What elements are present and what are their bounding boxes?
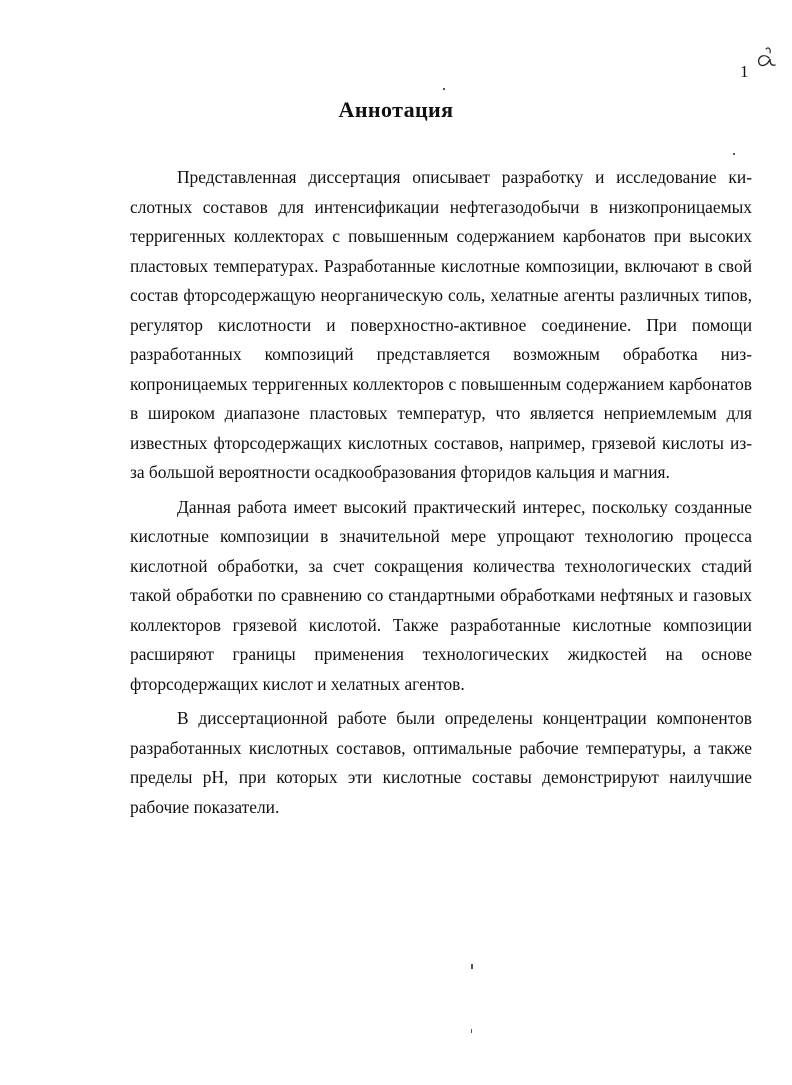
page-number: 1	[740, 62, 749, 81]
handwritten-mark	[754, 44, 778, 70]
paragraph: В диссертационной работе были определены концентрации компонентов разработанных кислотных составов, оптимальные рабочие температуры, а также пределы pH, при которых эти кислотные составы демонстрируют наилучшие рабочие показатели.	[130, 708, 752, 817]
paragraph: Представленная диссертация описывает разработку и исследование кислотных составов для интенсификации нефтегазодобычи в низкопроницаемых терригенных коллекторах с повышенным содержанием карбонатов при высоких пластовых температурах. Разработанные кислотные композиции, включают в свой состав фторсодержащую неорганическую соль, хелатные агенты различных типов, регулятор кислотности и поверхностно-активное соединение. При помощи разработанных композиций представляется возможным обработка низкопроницаемых терригенных коллекторов с повышенным содержанием карбонатов в широком диапазоне пластовых температур, что является неприемлемым для известных фторсодержащих кислотных составов, например, грязевой кислоты из-за большой вероятности осадкообразования фторидов кальция и магния.	[130, 167, 752, 482]
scan-speck	[733, 153, 735, 155]
scan-speck	[471, 1029, 472, 1033]
paragraph: Данная работа имеет высокий практический интерес, поскольку созданные кислотные композиции в значительной мере упрощают технологию процесса кислотной обработки, за счет сокращения количества технологических стадий такой обработки по сравнению со стандартными обработками нефтяных и газовых коллекторов грязевой кислотой. Также разработанные кислотные композиции расширяют границы применения технологических жидкостей на основе фторсодержащих кислот и хелатных агентов.	[130, 496, 752, 694]
scan-speck	[471, 964, 473, 969]
page-title: Аннотация	[338, 97, 454, 122]
scan-speck	[443, 88, 445, 90]
annotation-body	[130, 163, 752, 827]
